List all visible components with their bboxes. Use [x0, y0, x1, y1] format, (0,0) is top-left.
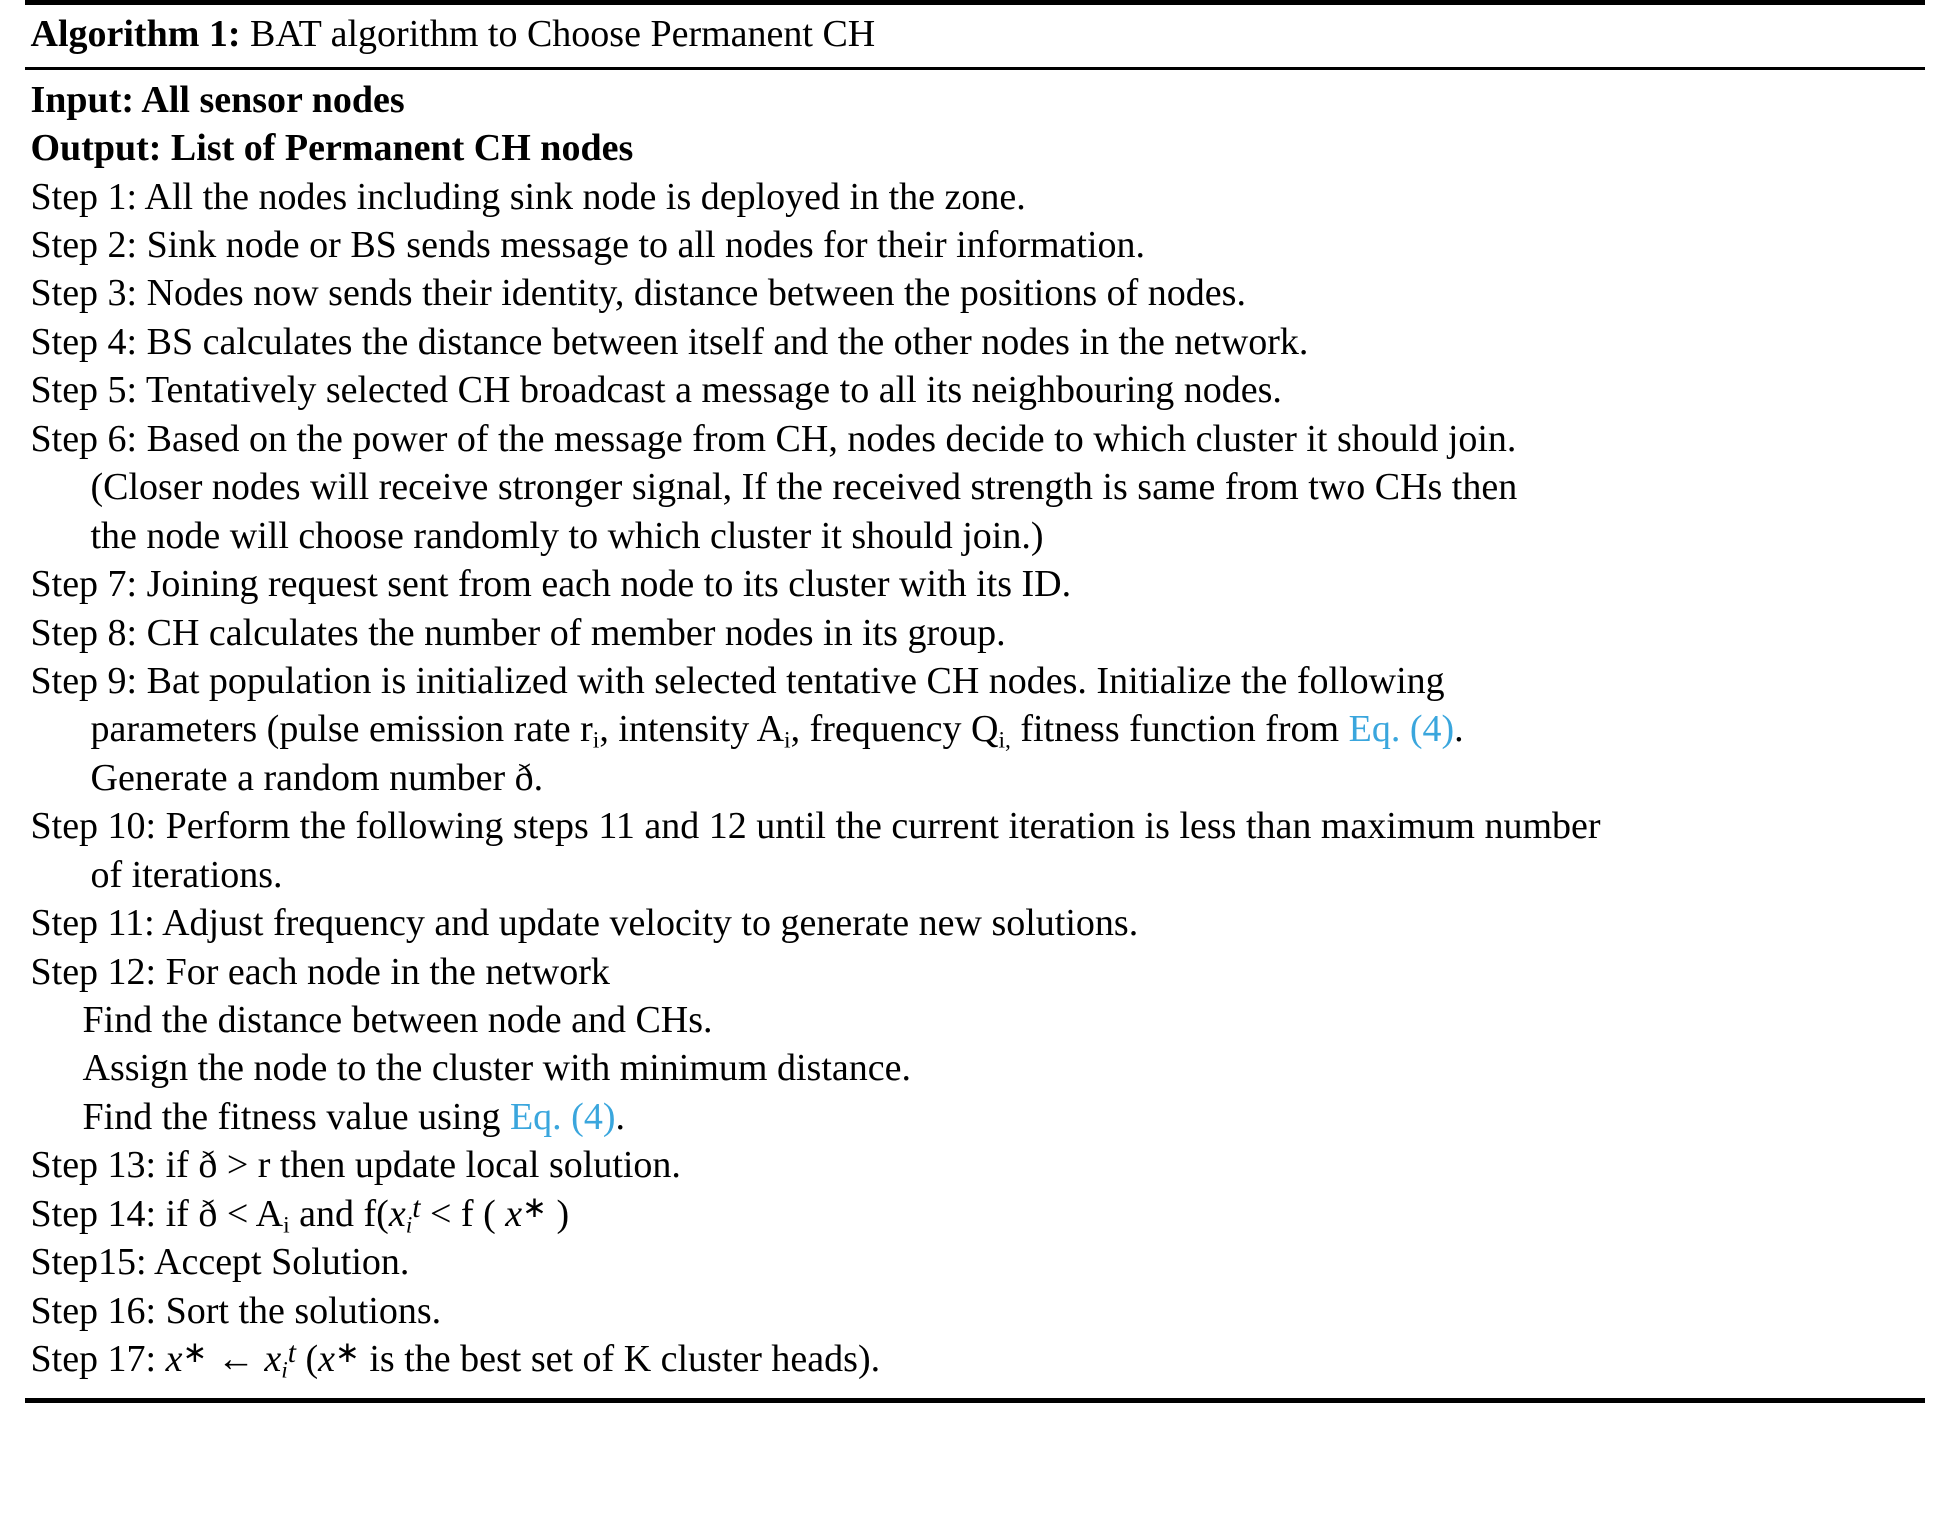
- step-9-params-pre: parameters (pulse emission rate r: [90, 708, 593, 751]
- step-12-sub-2: Assign the node to the cluster with minimum distance.: [82, 1047, 911, 1090]
- output-label: Output:: [30, 127, 162, 170]
- step-9-params-end: .: [1454, 708, 1464, 751]
- input-line: [31, 76, 1919, 124]
- x-char-3: x: [165, 1338, 183, 1381]
- step-12-sub-3: [31, 1093, 1919, 1141]
- x-i-t-2: [264, 1337, 296, 1384]
- step-13: Step 13: if ð > r then update local solution.: [30, 1144, 681, 1187]
- step-14-post: and f(: [289, 1192, 389, 1235]
- step-14-lt: < f (: [420, 1192, 506, 1235]
- step-12-sub-1: Find the distance between node and CHs.: [82, 999, 713, 1041]
- step-17-post: is the best set of K cluster heads).: [359, 1338, 881, 1381]
- step-16: Step 16: Sort the solutions.: [30, 1289, 442, 1332]
- step-12-sub-3-post: .: [615, 1095, 625, 1138]
- output-line: [31, 124, 1919, 172]
- step-2: Step 2: Sink node or BS sends message to all nodes for their information.: [30, 224, 1146, 266]
- step-9-cont-1: [31, 705, 1919, 753]
- bottom-rule: [25, 1398, 1925, 1403]
- sub-i-4: i: [283, 1212, 290, 1239]
- step-11: Step 11: Adjust frequency and update velocity to generate new solutions.: [30, 902, 1139, 945]
- step-14-rparen: ): [546, 1192, 570, 1235]
- step-12: Step 12: For each node in the network: [30, 950, 610, 993]
- step-4: Step 4: BS calculates the distance between itself and the other nodes in the network.: [30, 320, 1309, 363]
- sub-i-1: i: [592, 727, 600, 754]
- step-14: [31, 1190, 1919, 1238]
- algorithm-label: Algorithm 1:: [30, 13, 241, 55]
- x-char-5: x: [318, 1338, 336, 1381]
- eq-4-link-2[interactable]: Eq. (4): [509, 1095, 616, 1138]
- step-17: Step 17: x∗ ← $x_i^t$ (x∗ is the best set of K cluster heads).: [30, 1337, 881, 1384]
- step-12-sub-3-pre: Find the fitness value using: [82, 1095, 510, 1138]
- x-char-2: x: [505, 1192, 523, 1235]
- step-3: Step 3: Nodes now sends their identity, distance between the positions of nodes.: [30, 272, 1246, 315]
- sub-i-2: i: [784, 727, 791, 754]
- input-label: Input:: [30, 78, 134, 121]
- x-char-4: x: [264, 1338, 282, 1381]
- x-sub-i-1: i: [405, 1212, 413, 1239]
- arrow-icon: ←: [216, 1338, 255, 1381]
- step-1: Step 1: All the nodes including sink node is deployed in the zone.: [30, 175, 1026, 218]
- x-sup-t-1: t: [412, 1191, 421, 1224]
- step-14-pre: Step 14: if ð < A: [30, 1192, 284, 1235]
- x-star-2: [166, 1338, 208, 1380]
- algorithm-body: [25, 70, 1925, 1398]
- step-5: Step 5: Tentatively selected CH broadcast a message to all its neighbouring nodes.: [30, 369, 1282, 412]
- sub-i-3: i,: [998, 727, 1011, 754]
- star-2: ∗: [182, 1337, 208, 1370]
- step-15: Step15: Accept Solution.: [30, 1241, 410, 1284]
- step-10: Step 10: Perform the following steps 11 and 12 until the current iteration is less than maximum number: [30, 805, 1601, 848]
- star-3: ∗: [335, 1337, 360, 1370]
- x-char-1: x: [388, 1192, 406, 1235]
- step-8: Step 8: CH calculates the number of member nodes in its group.: [30, 611, 1006, 654]
- input-value: All sensor nodes: [141, 78, 405, 121]
- eq-4-link-1[interactable]: Eq. (4): [1348, 708, 1455, 751]
- star-1: ∗: [522, 1191, 547, 1224]
- step-6-cont-2: the node will choose randomly to which cluster it should join.): [90, 514, 1044, 557]
- step-9-params-mid2: , frequency Q: [790, 708, 999, 751]
- step-9-params-mid: , intensity A: [599, 708, 785, 751]
- algorithm-title: BAT algorithm to Choose Permanent CH: [250, 13, 876, 55]
- x-sub-i-2: i: [281, 1357, 288, 1384]
- step-10-cont: of iterations.: [90, 853, 283, 896]
- x-i-t-1: [388, 1191, 421, 1239]
- step-7: Step 7: Joining request sent from each node to its cluster with its ID.: [30, 563, 1072, 606]
- x-star-3: [318, 1338, 360, 1380]
- step-17-pre: Step 17:: [30, 1338, 166, 1381]
- x-star-1: [505, 1193, 547, 1235]
- step-9-params-post: fitness function from: [1010, 708, 1349, 751]
- algorithm-box: [25, 0, 1925, 1403]
- step-9-cont-2: Generate a random number ð.: [90, 756, 544, 799]
- step-9: Step 9: Bat population is initialized with selected tentative CH nodes. Initialize the following: [30, 659, 1445, 702]
- step-6: Step 6: Based on the power of the message from CH, nodes decide to which cluster it should join.: [30, 417, 1517, 460]
- algorithm-title-row: [25, 5, 1925, 67]
- x-sup-t-2: t: [287, 1337, 296, 1370]
- step-6-cont-1: (Closer nodes will receive stronger signal, If the received strength is same from two CHs then: [90, 466, 1518, 509]
- output-value: List of Permanent CH nodes: [170, 127, 634, 170]
